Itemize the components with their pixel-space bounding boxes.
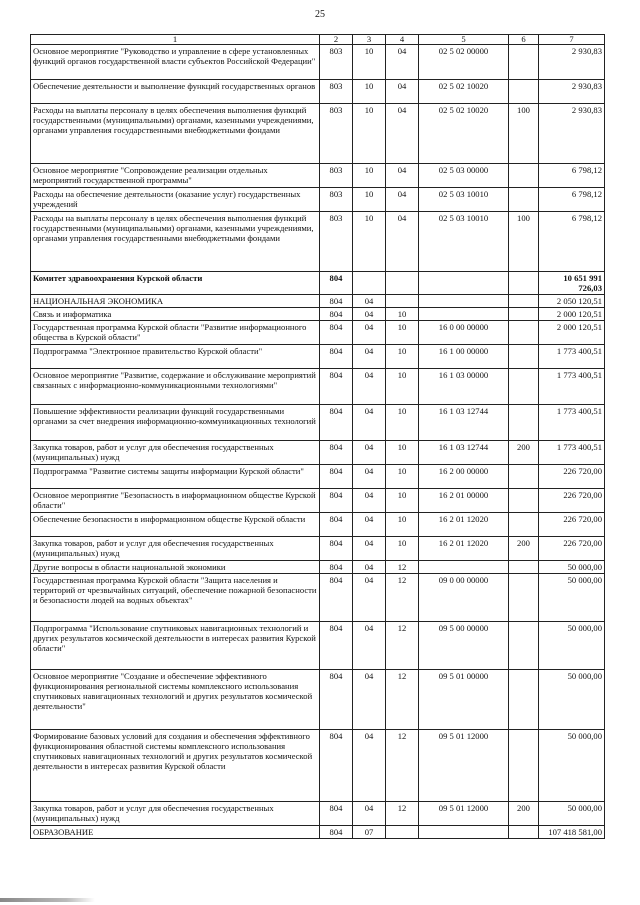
row-name: Связь и информатика [31,308,320,321]
row-name: Государственная программа Курской области "Развитие информационного общества в Курской области" [31,321,320,345]
target-code [419,561,509,574]
expense-type-code [509,308,539,321]
column-header: 5 [419,35,509,45]
expense-type-code [509,826,539,839]
amount: 6 798,12 [539,212,605,272]
section-code: 10 [353,164,386,188]
table-row [31,369,605,405]
row-name: Комитет здравоохранения Курской области [31,272,320,295]
table-row [31,164,605,188]
row-name: Закупка товаров, работ и услуг для обеспечения государственных (муниципальных) нужд [31,441,320,465]
subsection-code: 10 [386,369,419,405]
table-row [31,308,605,321]
amount: 226 720,00 [539,489,605,513]
target-code: 16 2 01 12020 [419,537,509,561]
section-code: 04 [353,441,386,465]
subsection-code: 10 [386,513,419,537]
amount: 2 930,83 [539,45,605,80]
ministry-code: 804 [320,489,353,513]
expense-type-code [509,622,539,670]
section-code [353,272,386,295]
expense-type-code [509,513,539,537]
section-code: 04 [353,405,386,441]
target-code: 16 1 00 00000 [419,345,509,369]
section-code: 04 [353,670,386,730]
target-code: 16 1 03 00000 [419,369,509,405]
row-name: Формирование базовых условий для создания и обеспечения эффективного функционирования областной системы комплексного использования спутниковых навигационных технологий и других результатов космической деятельности в интересах развития Курской области [31,730,320,802]
subsection-code: 12 [386,802,419,826]
row-name: Другие вопросы в области национальной экономики [31,561,320,574]
section-code: 10 [353,212,386,272]
table-row [31,465,605,489]
ministry-code: 804 [320,537,353,561]
target-code: 02 5 03 00000 [419,164,509,188]
subsection-code: 12 [386,730,419,802]
target-code: 16 1 03 12744 [419,441,509,465]
budget-table [30,34,605,839]
section-code: 10 [353,188,386,212]
amount: 50 000,00 [539,670,605,730]
target-code: 09 5 01 12000 [419,802,509,826]
row-name: Основное мероприятие "Безопасность в информационном обществе Курской области" [31,489,320,513]
table-row [31,80,605,104]
row-name: Подпрограмма "Использование спутниковых навигационных технологий и других результатов космической деятельности в интересах развития Курской области" [31,622,320,670]
table-row [31,321,605,345]
subsection-code [386,272,419,295]
subsection-code [386,295,419,308]
row-name: Закупка товаров, работ и услуг для обеспечения государственных (муниципальных) нужд [31,537,320,561]
target-code: 09 0 00 00000 [419,574,509,622]
table-row [31,537,605,561]
section-code: 04 [353,489,386,513]
ministry-code: 804 [320,465,353,489]
amount: 226 720,00 [539,537,605,561]
amount: 1 773 400,51 [539,369,605,405]
ministry-code: 804 [320,369,353,405]
amount: 107 418 581,00 [539,826,605,839]
table-row [31,345,605,369]
ministry-code: 804 [320,826,353,839]
subsection-code: 10 [386,345,419,369]
amount: 50 000,00 [539,622,605,670]
expense-type-code: 200 [509,537,539,561]
column-header: 6 [509,35,539,45]
ministry-code: 804 [320,513,353,537]
subsection-code: 12 [386,574,419,622]
column-header: 4 [386,35,419,45]
ministry-code: 803 [320,104,353,164]
target-code: 16 0 00 00000 [419,321,509,345]
expense-type-code: 100 [509,212,539,272]
table-row [31,489,605,513]
amount: 1 773 400,51 [539,441,605,465]
table-row [31,295,605,308]
expense-type-code [509,369,539,405]
column-header-row [31,35,605,45]
amount: 2 000 120,51 [539,308,605,321]
section-code: 04 [353,321,386,345]
table-row [31,272,605,295]
ministry-code: 804 [320,730,353,802]
section-code: 10 [353,104,386,164]
section-code: 04 [353,295,386,308]
table-row [31,730,605,802]
subsection-code: 04 [386,45,419,80]
expense-type-code [509,405,539,441]
ministry-code: 803 [320,188,353,212]
amount: 2 000 120,51 [539,321,605,345]
row-name: Повышение эффективности реализации функций государственными органами за счет внедрения информационно-коммуникационных технологий [31,405,320,441]
ministry-code: 804 [320,670,353,730]
ministry-code: 804 [320,272,353,295]
expense-type-code [509,670,539,730]
column-header: 2 [320,35,353,45]
expense-type-code [509,45,539,80]
row-name: Государственная программа Курской области "Защита населения и территорий от чрезвычайных ситуаций, обеспечение пожарной безопасности и безопасности людей на водных объектах" [31,574,320,622]
target-code: 16 2 01 12020 [419,513,509,537]
expense-type-code: 200 [509,802,539,826]
section-code: 04 [353,561,386,574]
expense-type-code [509,80,539,104]
ministry-code: 804 [320,308,353,321]
target-code: 09 5 01 00000 [419,670,509,730]
expense-type-code [509,561,539,574]
amount: 10 651 991 726,03 [539,272,605,295]
table-row [31,212,605,272]
row-name: Расходы на выплаты персоналу в целях обеспечения выполнения функций государственными (муниципальными) органами, казенными учреждениями, органами управления государственными внебюджетными фондами [31,212,320,272]
section-code: 10 [353,45,386,80]
amount: 2 930,83 [539,104,605,164]
row-name: Обеспечение деятельности и выполнение функций государственных органов [31,80,320,104]
expense-type-code [509,164,539,188]
section-code: 10 [353,80,386,104]
table-row [31,441,605,465]
section-code: 04 [353,802,386,826]
ministry-code: 804 [320,574,353,622]
expense-type-code [509,295,539,308]
row-name: ОБРАЗОВАНИЕ [31,826,320,839]
amount: 2 930,83 [539,80,605,104]
row-name: Основное мероприятие "Сопровождение реализации отдельных мероприятий государственной программы" [31,164,320,188]
subsection-code: 04 [386,188,419,212]
row-name: Основное мероприятие "Руководство и управление в сфере установленных функций органов государственной власти субъектов Российской Федерации" [31,45,320,80]
subsection-code: 10 [386,308,419,321]
target-code: 16 2 00 00000 [419,465,509,489]
ministry-code: 804 [320,802,353,826]
target-code: 09 5 00 00000 [419,622,509,670]
amount: 50 000,00 [539,574,605,622]
subsection-code: 12 [386,561,419,574]
section-code: 04 [353,574,386,622]
subsection-code: 04 [386,104,419,164]
page-number: 25 [315,9,325,20]
row-name: Основное мероприятие "Развитие, содержание и обслуживание мероприятий связанных с информационно-коммуникационными технологиями" [31,369,320,405]
target-code: 02 5 02 10020 [419,104,509,164]
ministry-code: 804 [320,345,353,369]
subsection-code: 12 [386,622,419,670]
row-name: Подпрограмма "Развитие системы защиты информации Курской области" [31,465,320,489]
target-code: 16 1 03 12744 [419,405,509,441]
expense-type-code [509,321,539,345]
table-row [31,104,605,164]
scan-artifact [0,898,95,902]
table-row [31,405,605,441]
column-header: 3 [353,35,386,45]
expense-type-code [509,574,539,622]
amount: 226 720,00 [539,513,605,537]
ministry-code: 803 [320,45,353,80]
table-row [31,574,605,622]
column-header: 1 [31,35,320,45]
expense-type-code [509,465,539,489]
expense-type-code [509,730,539,802]
target-code: 02 5 02 00000 [419,45,509,80]
expense-type-code: 200 [509,441,539,465]
table-row [31,670,605,730]
amount: 50 000,00 [539,561,605,574]
amount: 1 773 400,51 [539,345,605,369]
expense-type-code [509,489,539,513]
amount: 6 798,12 [539,188,605,212]
row-name: Основное мероприятие "Создание и обеспечение эффективного функционирования региональной системы комплексного использования спутниковых навигационных технологий и других результатов космической деятельности" [31,670,320,730]
target-code: 16 2 01 00000 [419,489,509,513]
section-code: 04 [353,513,386,537]
ministry-code: 803 [320,164,353,188]
section-code: 04 [353,622,386,670]
table-row [31,45,605,80]
amount: 1 773 400,51 [539,405,605,441]
subsection-code: 10 [386,465,419,489]
amount: 50 000,00 [539,730,605,802]
subsection-code: 10 [386,441,419,465]
section-code: 04 [353,537,386,561]
target-code: 09 5 01 12000 [419,730,509,802]
ministry-code: 804 [320,622,353,670]
section-code: 07 [353,826,386,839]
amount: 6 798,12 [539,164,605,188]
table-row [31,622,605,670]
row-name: Расходы на выплаты персоналу в целях обеспечения выполнения функций государственными (муниципальными) органами, казенными учреждениями, органами управления государственными внебюджетными фондами [31,104,320,164]
ministry-code: 803 [320,212,353,272]
section-code: 04 [353,308,386,321]
ministry-code: 804 [320,405,353,441]
table-row [31,561,605,574]
subsection-code: 12 [386,670,419,730]
amount: 50 000,00 [539,802,605,826]
column-header: 7 [539,35,605,45]
target-code [419,272,509,295]
table-row [31,513,605,537]
table-row [31,188,605,212]
section-code: 04 [353,730,386,802]
ministry-code: 803 [320,80,353,104]
subsection-code: 04 [386,80,419,104]
subsection-code: 10 [386,321,419,345]
subsection-code: 10 [386,537,419,561]
expense-type-code [509,188,539,212]
ministry-code: 804 [320,561,353,574]
row-name: НАЦИОНАЛЬНАЯ ЭКОНОМИКА [31,295,320,308]
target-code [419,826,509,839]
ministry-code: 804 [320,321,353,345]
row-name: Подпрограмма "Электронное правительство Курской области" [31,345,320,369]
subsection-code: 10 [386,405,419,441]
target-code: 02 5 02 10020 [419,80,509,104]
ministry-code: 804 [320,441,353,465]
subsection-code [386,826,419,839]
section-code: 04 [353,345,386,369]
target-code: 02 5 03 10010 [419,212,509,272]
subsection-code: 04 [386,164,419,188]
amount: 2 050 120,51 [539,295,605,308]
row-name: Обеспечение безопасности в информационном обществе Курской области [31,513,320,537]
expense-type-code: 100 [509,104,539,164]
row-name: Расходы на обеспечение деятельности (оказание услуг) государственных учреждений [31,188,320,212]
row-name: Закупка товаров, работ и услуг для обеспечения государственных (муниципальных) нужд [31,802,320,826]
table-row [31,802,605,826]
subsection-code: 10 [386,489,419,513]
section-code: 04 [353,369,386,405]
expense-type-code [509,345,539,369]
target-code [419,295,509,308]
ministry-code: 804 [320,295,353,308]
target-code: 02 5 03 10010 [419,188,509,212]
section-code: 04 [353,465,386,489]
expense-type-code [509,272,539,295]
target-code [419,308,509,321]
subsection-code: 04 [386,212,419,272]
table-row [31,826,605,839]
amount: 226 720,00 [539,465,605,489]
